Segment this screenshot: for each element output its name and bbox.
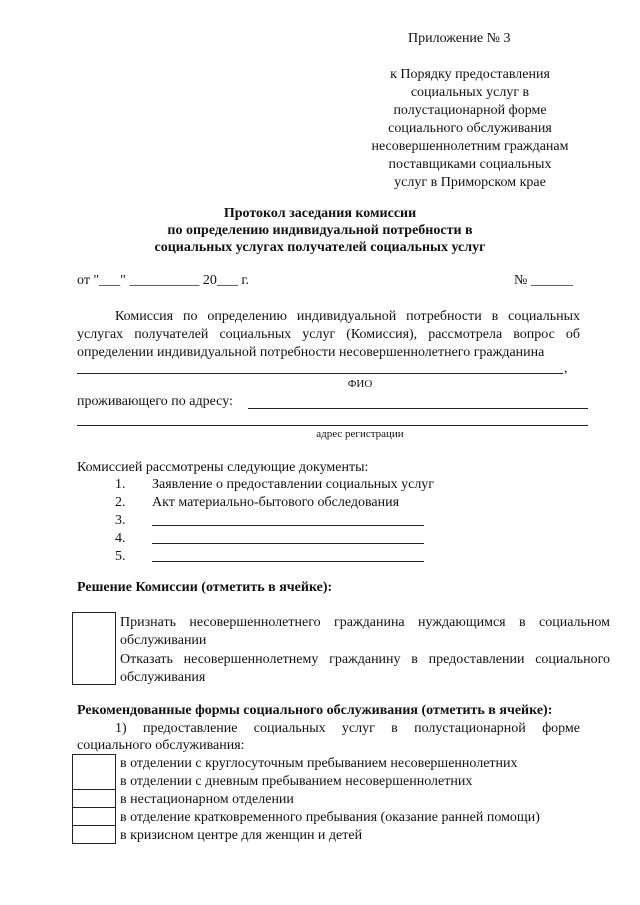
list-item-text: Заявление о предоставлении социальных услуг <box>152 477 435 492</box>
list-item-number: 3. <box>115 513 126 528</box>
title-line: Протокол заседания комиссии <box>223 206 417 221</box>
list-item <box>115 512 435 530</box>
decision-heading: Решение Комиссии (отметить в ячейке): <box>77 580 333 595</box>
date-field: от "___" __________ 20___ г. <box>77 273 250 288</box>
fio-line[interactable] <box>77 373 563 374</box>
forms-intro-line: социального обслуживания: <box>77 738 245 753</box>
list-item-blank-line[interactable] <box>152 561 424 562</box>
list-item <box>115 476 435 494</box>
address-line-2[interactable] <box>77 425 588 426</box>
form-option: в отделение кратковременного пребывания (оказание ранней помощи) <box>120 810 540 825</box>
protocol-number-field: № ______ <box>514 273 573 288</box>
documents-list <box>115 476 435 566</box>
list-item-number: 1. <box>115 477 126 492</box>
decision-checkbox-refuse[interactable] <box>72 648 116 685</box>
order-reference <box>350 66 590 192</box>
decision-option-recognize <box>120 614 610 650</box>
fio-caption: ФИО <box>347 378 373 390</box>
document-title <box>60 205 580 256</box>
appendix-number: Приложение № 3 <box>408 31 511 46</box>
list-item <box>115 548 435 566</box>
intro-line: определении индивидуальной потребности несовершеннолетнего гражданина <box>77 345 545 360</box>
list-item <box>115 494 435 512</box>
decision-option-line: Признать несовершеннолетнего гражданина нуждающимся в социальном <box>120 615 610 630</box>
form-option: в кризисном центре для женщин и детей <box>120 828 363 843</box>
decision-checkbox-recognize[interactable] <box>72 612 116 650</box>
intro-line: Комиссия по определению индивидуальной потребности в социальных <box>115 309 580 324</box>
list-item-number: 4. <box>115 531 126 546</box>
order-line: полустационарной форме <box>393 103 547 118</box>
intro-line: услугах получателей социальных услуг (Комиссия), рассмотрела вопрос об <box>77 327 580 342</box>
form-option: в нестационарном отделении <box>120 792 294 807</box>
list-item-text: Акт материально-бытового обследования <box>152 495 400 510</box>
decision-option-line: обслуживания <box>120 670 206 685</box>
order-line: несовершеннолетним гражданам <box>371 139 569 154</box>
forms-heading: Рекомендованные формы социального обслуживания (отметить в ячейке): <box>77 703 553 718</box>
forms-intro-line: 1) предоставление социальных услуг в полустационарной форме <box>115 721 580 736</box>
form-checkbox[interactable] <box>72 772 116 790</box>
intro-paragraph <box>77 308 580 362</box>
address-caption: адрес регистрации <box>316 428 404 440</box>
list-item-blank-line[interactable] <box>152 525 424 526</box>
title-line: по определению индивидуальной потребности в <box>167 223 473 238</box>
decision-option-line: Отказать несовершеннолетнему гражданину в предоставлении социального <box>120 652 610 667</box>
form-option: в отделении с дневным пребыванием несовершеннолетних <box>120 774 473 789</box>
form-checkbox[interactable] <box>72 754 116 773</box>
order-line: к Порядку предоставления <box>390 67 550 82</box>
address-label: проживающего по адресу: <box>77 394 233 409</box>
fio-comma: , <box>564 361 568 376</box>
list-item <box>115 530 435 548</box>
title-line: социальных услугах получателей социальных услуг <box>154 240 486 255</box>
list-item-number: 5. <box>115 549 126 564</box>
order-line: поставщиками социальных <box>388 157 552 172</box>
form-option: в отделении с круглосуточным пребыванием несовершеннолетних <box>120 756 518 771</box>
list-item-blank-line[interactable] <box>152 543 424 544</box>
documents-heading: Комиссией рассмотрены следующие документы: <box>77 460 369 475</box>
list-item-number: 2. <box>115 495 126 510</box>
order-line: социального обслуживания <box>388 121 552 136</box>
order-line: социальных услуг в <box>410 85 530 100</box>
form-checkbox[interactable] <box>72 808 116 826</box>
address-line[interactable] <box>248 408 588 409</box>
decision-option-refuse <box>120 651 610 687</box>
form-checkbox[interactable] <box>72 790 116 808</box>
decision-option-line: обслуживании <box>120 633 207 648</box>
order-line: услуг в Приморском крае <box>394 175 546 190</box>
form-checkbox[interactable] <box>72 826 116 844</box>
